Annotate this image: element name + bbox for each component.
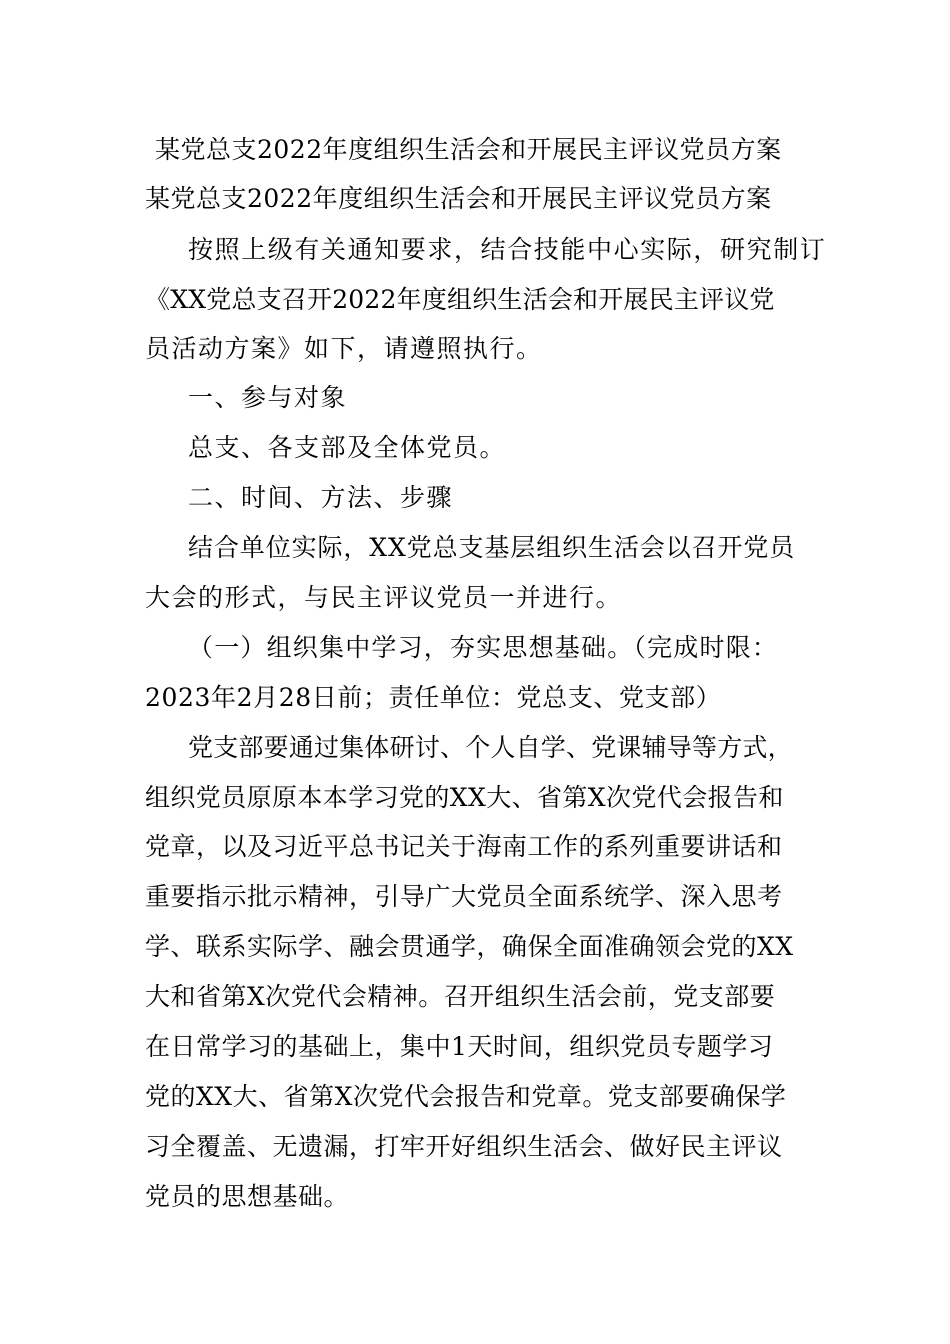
section-1-heading: 一、参与对象 <box>188 383 348 412</box>
subsection-1-body-line-4: 重要指示批示精神，引导广大党员全面系统学、深入思考 <box>145 882 783 911</box>
subsection-1-body-line-2: 组织党员原原本本学习党的XX大、省第X次党代会报告和 <box>145 783 784 812</box>
intro-paragraph-line-3: 员活动方案》如下，请遵照执行。 <box>145 334 543 363</box>
subsection-1-body-line-8: 党的XX大、省第X次党代会报告和党章。党支部要确保学 <box>145 1082 787 1111</box>
subsection-1-body-line-9: 习全覆盖、无遗漏，打牢开好组织生活会、做好民主评议 <box>145 1132 783 1161</box>
subsection-1-body-line-3: 党章，以及习近平总书记关于海南工作的系列重要讲话和 <box>145 832 783 861</box>
section-2-intro-line-2: 大会的形式，与民主评议党员一并进行。 <box>145 583 623 612</box>
subsection-1-heading-line-2: 2023年2月28日前；责任单位：党总支、党支部） <box>145 683 722 712</box>
subsection-1-body-line-7: 在日常学习的基础上，集中1天时间，组织党员专题学习 <box>145 1032 774 1061</box>
section-1-body: 总支、各支部及全体党员。 <box>188 433 507 462</box>
subsection-1-body-line-1: 党支部要通过集体研讨、个人自学、党课辅导等方式， <box>188 733 793 762</box>
document-title-line-1: 某党总支2022年度组织生活会和开展民主评议党员方案 <box>155 135 782 164</box>
intro-paragraph-line-1: 按照上级有关通知要求，结合技能中心实际，研究制订 <box>188 235 827 264</box>
subsection-1-body-line-10: 党员的思想基础。 <box>145 1182 350 1211</box>
intro-paragraph-line-2: 《XX党总支召开2022年度组织生活会和开展民主评议党 <box>145 285 775 314</box>
subsection-1-heading-line-1: （一）组织集中学习，夯实思想基础。（完成时限： <box>188 633 779 662</box>
subsection-1-body-line-5: 学、联系实际学、融会贯通学，确保全面准确领会党的XX <box>145 932 794 961</box>
section-2-heading: 二、时间、方法、步骤 <box>188 483 454 512</box>
section-2-intro-line-1: 结合单位实际，XX党总支基层组织生活会以召开党员 <box>188 533 796 562</box>
subsection-1-body-line-6: 大和省第X次党代会精神。召开组织生活会前，党支部要 <box>145 982 776 1011</box>
document-title-line-2: 某党总支2022年度组织生活会和开展民主评议党员方案 <box>145 184 772 213</box>
